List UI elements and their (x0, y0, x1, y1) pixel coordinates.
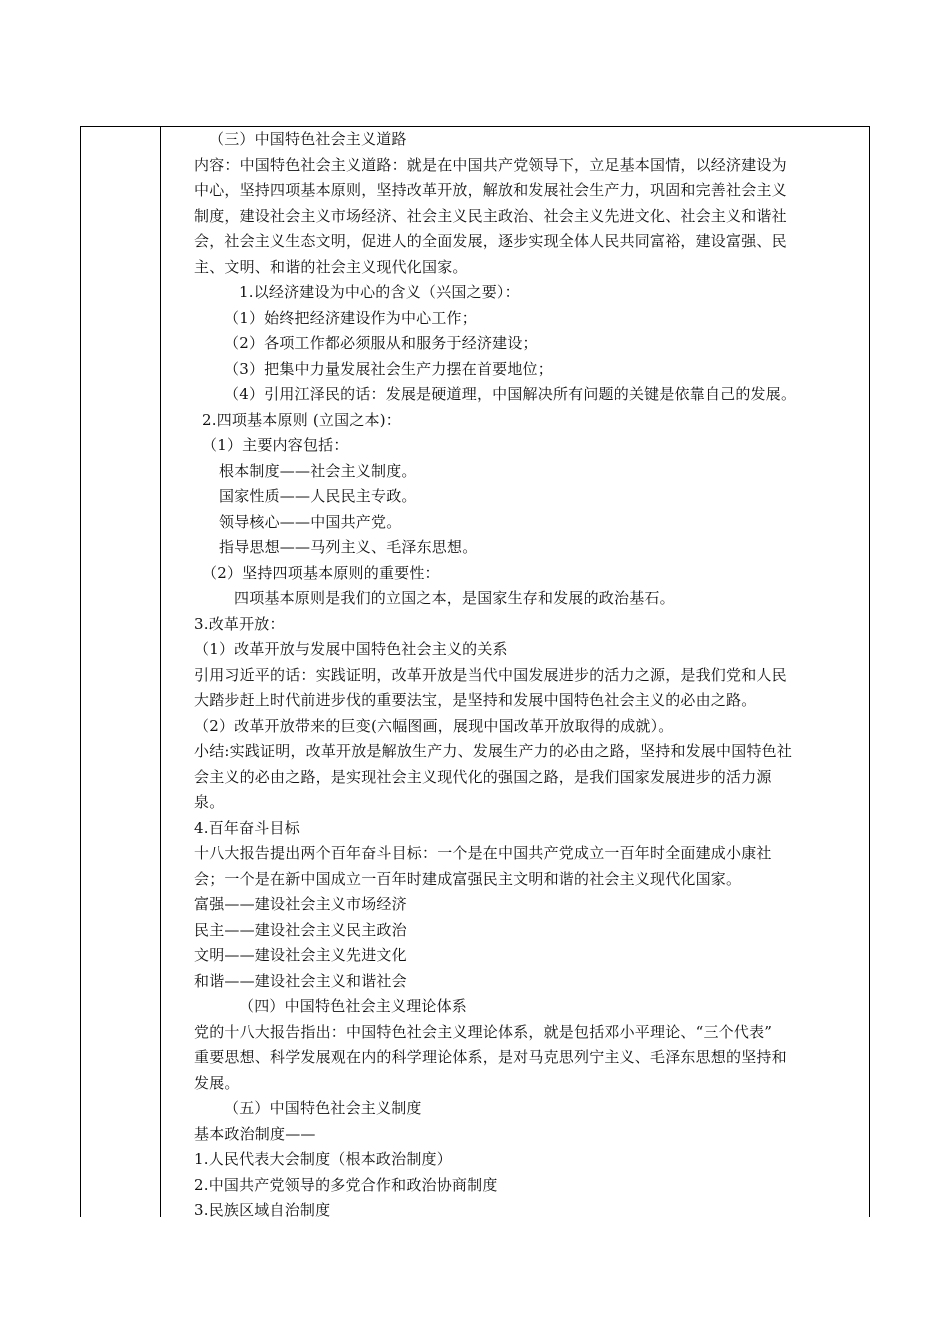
text-line: 泉。 (194, 793, 225, 811)
text-line: （五）中国特色社会主义制度 (224, 1099, 422, 1117)
text-line: 引用习近平的话：实践证明，改革开放是当代中国发展进步的活力之源，是我们党和人民 (194, 665, 787, 684)
text-line: （2）改革开放带来的巨变(六幅图画，展现中国改革开放取得的成就）。 (194, 716, 674, 735)
text-line: 1.以经济建设为中心的含义（兴国之要）： (239, 283, 520, 301)
text-line: 党的十八大报告指出：中国特色社会主义理论体系，就是包括邓小平理论、“三个代表” (194, 1022, 773, 1041)
text-line: 十八大报告提出两个百年奋斗目标：一个是在中国共产党成立一百年时全面建成小康社 (194, 844, 772, 862)
text-line: 会，社会主义生态文明，促进人的全面发展，逐步实现全体人民共同富裕，建设富强、民 (194, 232, 787, 250)
text-line: 重要思想、科学发展观在内的科学理论体系，是对马克思列宁主义、毛泽东思想的坚持和 (194, 1048, 787, 1066)
text-line: 基本政治制度—— (194, 1124, 316, 1143)
text-line: 根本制度——社会主义制度。 (219, 461, 417, 480)
text-line: 发展。 (194, 1073, 240, 1092)
text-line: （1）改革开放与发展中国特色社会主义的关系 (194, 640, 508, 658)
text-line: 3.民族区域自治制度 (194, 1201, 331, 1219)
text-line: 2.四项基本原则 (立国之本)： (202, 410, 401, 429)
text-line: （3）把集中力量发展社会生产力摆在首要地位； (224, 359, 553, 378)
text-line: 4.百年奋斗目标 (194, 818, 300, 837)
content-table (80, 126, 870, 1217)
text-line: 会；一个是在新中国成立一百年时建成富强民主文明和谐的社会主义现代化国家。 (194, 869, 742, 888)
column-divider (160, 127, 161, 1217)
text-line: 中心，坚持四项基本原则，坚持改革开放，解放和发展社会生产力，巩固和完善社会主义 (194, 181, 787, 199)
text-line: 3.改革开放： (194, 614, 285, 633)
text-line: （三）中国特色社会主义道路 (209, 130, 407, 148)
text-line: 小结:实践证明，改革开放是解放生产力、发展生产力的必由之路，坚持和发展中国特色社 (194, 742, 793, 760)
text-line: 大踏步赶上时代前进步伐的重要法宝，是坚持和发展中国特色社会主义的必由之路。 (194, 691, 757, 709)
text-line: 2.中国共产党领导的多党合作和政治协商制度 (194, 1175, 498, 1194)
text-line: 1.人民代表大会制度（根本政治制度） (194, 1150, 452, 1168)
text-line: （2）坚持四项基本原则的重要性： (202, 563, 440, 582)
text-line: 富强——建设社会主义市场经济 (194, 895, 407, 913)
text-line: （1）始终把经济建设作为中心工作； (224, 308, 477, 327)
text-line: 制度，建设社会主义市场经济、社会主义民主政治、社会主义先进文化、社会主义和谐社 (194, 206, 787, 225)
text-line: 主、文明、和谐的社会主义现代化国家。 (194, 257, 468, 276)
content-cell (194, 127, 864, 1224)
text-line: （四）中国特色社会主义理论体系 (239, 997, 468, 1015)
text-line: （4）引用江泽民的话：发展是硬道理，中国解决所有问题的关键是依靠自己的发展。 (224, 385, 797, 403)
text-line: 文明——建设社会主义先进文化 (194, 946, 407, 964)
text-line: 民主——建设社会主义民主政治 (194, 920, 407, 939)
text-line: 国家性质——人民民主专政。 (219, 487, 417, 505)
text-line: 指导思想——马列主义、毛泽东思想。 (219, 538, 478, 556)
text-line: 会主义的必由之路，是实现社会主义现代化的强国之路，是我们国家发展进步的活力源 (194, 767, 772, 786)
text-line: （2）各项工作都必须服从和服务于经济建设； (224, 334, 538, 352)
text-line: 内容：中国特色社会主义道路：就是在中国共产党领导下，立足基本国情，以经济建设为 (194, 155, 787, 174)
text-line: （1）主要内容包括： (202, 436, 349, 454)
text-line: 四项基本原则是我们的立国之本，是国家生存和发展的政治基石。 (234, 589, 675, 607)
text-line: 和谐——建设社会主义和谐社会 (194, 971, 407, 990)
text-line: 领导核心——中国共产党。 (219, 512, 402, 531)
